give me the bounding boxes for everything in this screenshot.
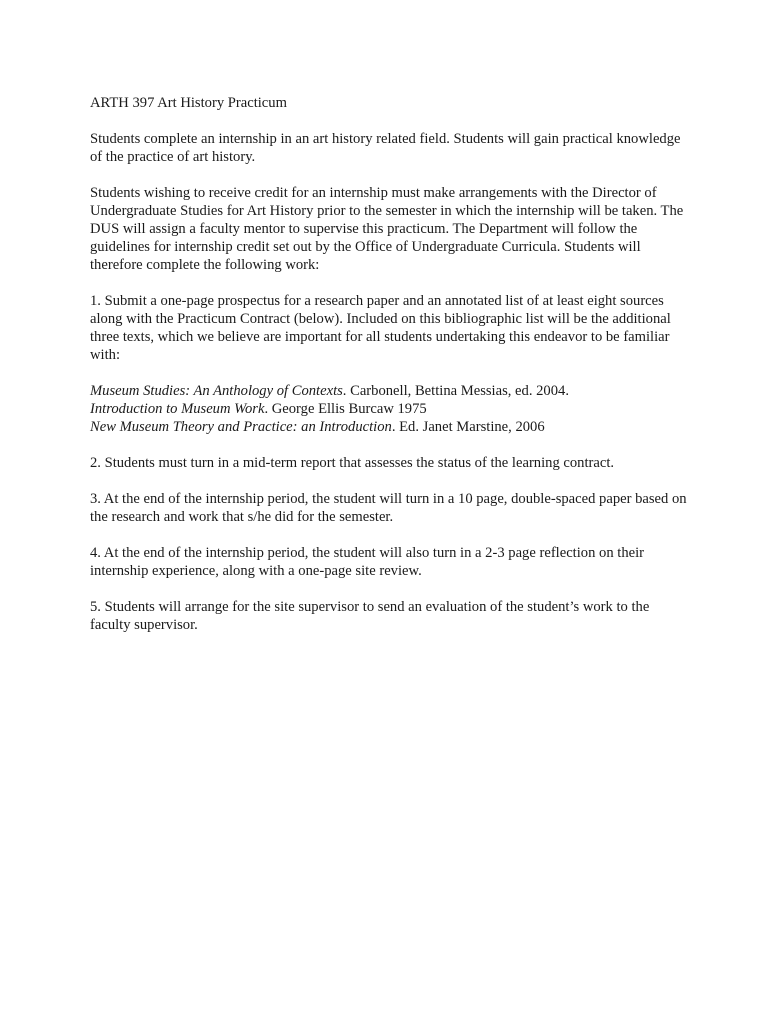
bibliography-title: Introduction to Museum Work xyxy=(90,401,265,417)
bibliography-list xyxy=(90,382,690,436)
requirement-item-4: 4. At the end of the internship period, the student will also turn in a 2-3 page reflection on their internship experience, along with a one-page site review. xyxy=(90,545,645,579)
requirement-item-2: 2. Students must turn in a mid-term report that assesses the status of the learning contract. xyxy=(90,455,615,471)
bibliography-details: . Ed. Janet Marstine, 2006 xyxy=(391,419,545,435)
intro-paragraph: Students complete an internship in an art history related field. Students will gain practical knowledge of the practice of art history. xyxy=(90,131,681,165)
requirement-item-1: 1. Submit a one-page prospectus for a research paper and an annotated list of at least eight sources along with the Practicum Contract (below). Included on this bibliographic list will be the additional three texts, which we believe are important for all students undertaking this endeavor to be familiar with: xyxy=(90,293,671,363)
bibliography-title: Museum Studies: An Anthology of Contexts xyxy=(90,383,343,399)
bibliography-details: . George Ellis Burcaw 1975 xyxy=(264,401,427,417)
bibliography-entry xyxy=(90,400,690,418)
document-body xyxy=(90,94,690,634)
bibliography-details: . Carbonell, Bettina Messias, ed. 2004. xyxy=(342,383,569,399)
bibliography-entry xyxy=(90,418,690,436)
arrangements-paragraph: Students wishing to receive credit for an internship must make arrangements with the Director of Undergraduate Studies for Art History prior to the semester in which the internship will be taken. The DUS will assign a faculty mentor to supervise this practicum. The Department will follow the guidelines for internship credit set out by the Office of Undergraduate Curricula. Students will therefore complete the following work: xyxy=(90,185,684,273)
bibliography-title: New Museum Theory and Practice: an Introduction xyxy=(90,419,392,435)
document-title: ARTH 397 Art History Practicum xyxy=(90,95,287,111)
requirement-item-5: 5. Students will arrange for the site supervisor to send an evaluation of the student’s work to the faculty supervisor. xyxy=(90,599,650,633)
requirement-item-3: 3. At the end of the internship period, the student will turn in a 10 page, double-spaced paper based on the research and work that s/he did for the semester. xyxy=(90,491,687,525)
bibliography-entry xyxy=(90,382,690,400)
